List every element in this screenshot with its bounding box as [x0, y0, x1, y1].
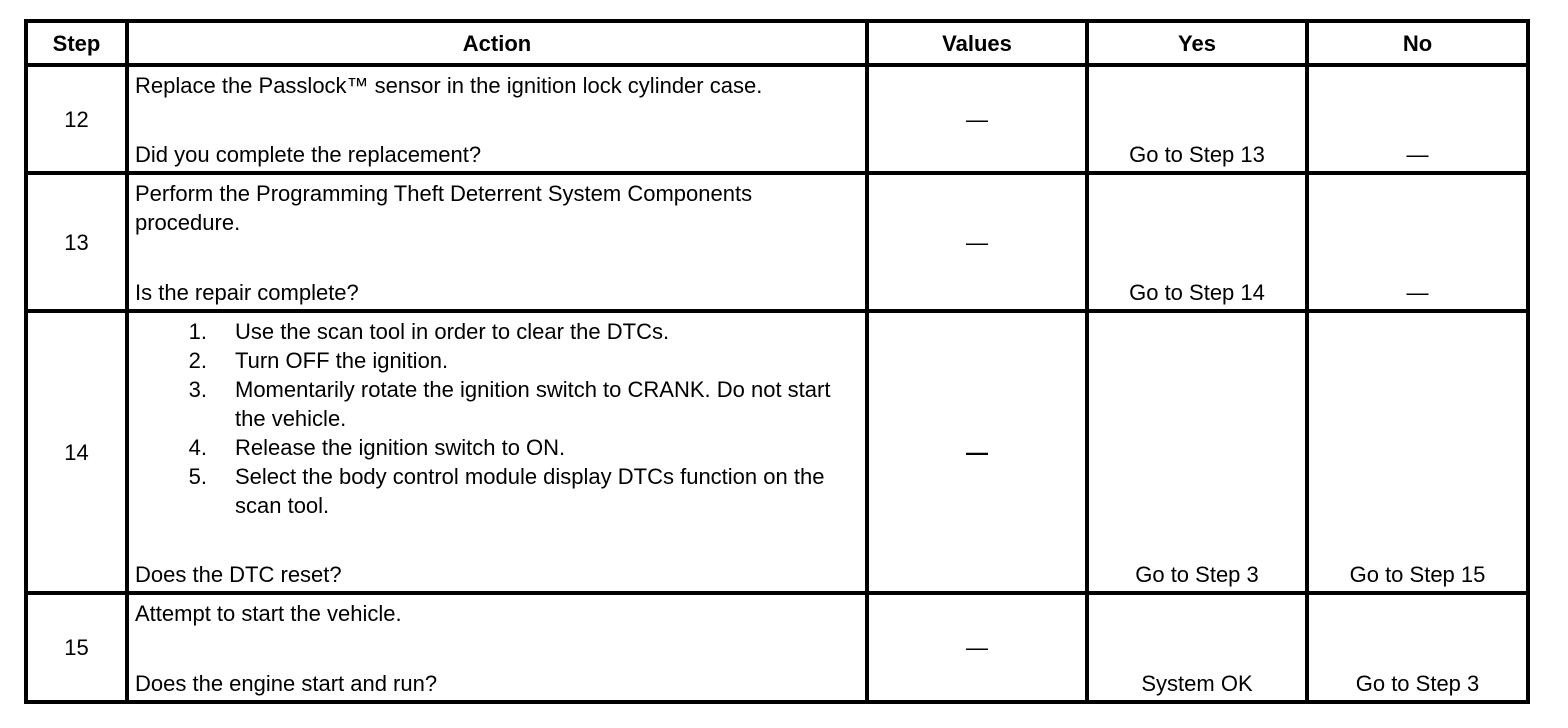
step-number: 15	[26, 593, 127, 702]
list-item-text: Momentarily rotate the ignition switch to CRANK. Do not start the vehicle.	[235, 377, 831, 431]
action-question: Does the DTC reset?	[135, 562, 342, 587]
list-item-text: Select the body control module display DTCs function on the scan tool.	[235, 464, 825, 518]
header-yes: Yes	[1087, 21, 1307, 65]
action-question: Did you complete the replacement?	[135, 142, 482, 167]
action-cell	[127, 311, 867, 593]
list-item-number: 2.	[188, 348, 207, 373]
action-text: Attempt to start the vehicle.	[135, 601, 402, 626]
step-number: 14	[26, 311, 127, 593]
action-text: Replace the Passlock™ sensor in the ignition lock cylinder case.	[135, 73, 763, 98]
list-item	[135, 375, 859, 433]
values-cell: —	[867, 65, 1087, 173]
table-row	[26, 65, 1528, 173]
no-cell: Go to Step 15	[1307, 311, 1528, 593]
list-item-text: Use the scan tool in order to clear the DTCs.	[235, 319, 670, 344]
action-cell	[127, 173, 867, 311]
list-item	[135, 433, 859, 462]
table-row	[26, 593, 1528, 702]
list-item	[135, 462, 859, 520]
header-action: Action	[127, 21, 867, 65]
step-number: 13	[26, 173, 127, 311]
list-item-text: Turn OFF the ignition.	[235, 348, 449, 373]
action-cell	[127, 593, 867, 702]
action-question: Does the engine start and run?	[135, 671, 438, 696]
diagnostic-table	[24, 19, 1530, 704]
list-item-number: 4.	[188, 435, 207, 460]
list-item-number: 1.	[188, 319, 207, 344]
no-cell: —	[1307, 65, 1528, 173]
yes-cell: Go to Step 13	[1087, 65, 1307, 173]
header-row	[26, 21, 1528, 65]
table-row	[26, 311, 1528, 593]
list-item-text: Release the ignition switch to ON.	[235, 435, 566, 460]
action-text: Perform the Programming Theft Deterrent System Components procedure.	[135, 181, 753, 235]
list-item	[135, 317, 859, 346]
header-no: No	[1307, 21, 1528, 65]
no-cell: —	[1307, 173, 1528, 311]
action-cell	[127, 65, 867, 173]
list-item	[135, 346, 859, 375]
values-cell: —	[867, 593, 1087, 702]
list-item-number: 5.	[188, 464, 207, 489]
no-cell: Go to Step 3	[1307, 593, 1528, 702]
procedure-list	[135, 317, 859, 520]
action-question: Is the repair complete?	[135, 280, 359, 305]
values-cell: —	[867, 311, 1087, 593]
header-values: Values	[867, 21, 1087, 65]
list-item-number: 3.	[188, 377, 207, 402]
yes-cell: System OK	[1087, 593, 1307, 702]
step-number: 12	[26, 65, 127, 173]
yes-cell: Go to Step 14	[1087, 173, 1307, 311]
yes-cell: Go to Step 3	[1087, 311, 1307, 593]
table-row	[26, 173, 1528, 311]
values-cell: —	[867, 173, 1087, 311]
header-step: Step	[26, 21, 127, 65]
